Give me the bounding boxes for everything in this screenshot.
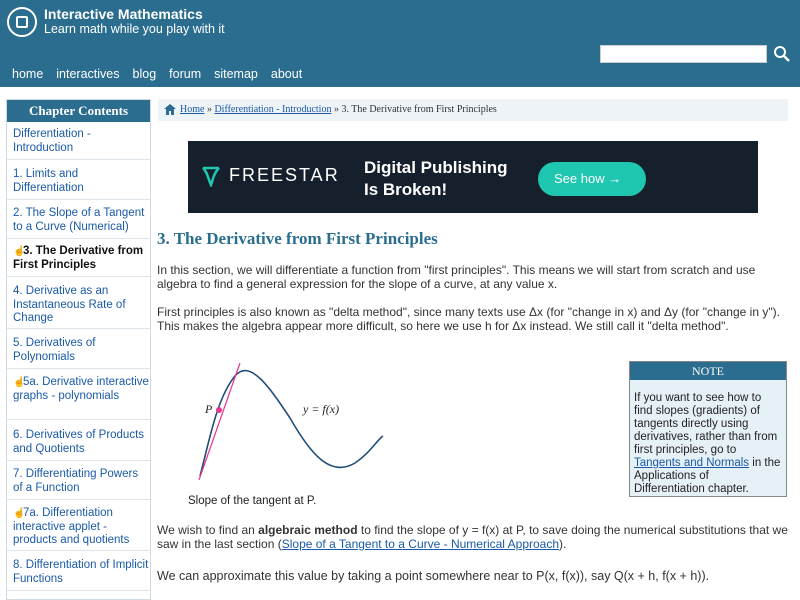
ad-brand-logo: FREESTAR bbox=[200, 165, 340, 187]
sidebar-item-slope-tangent[interactable]: 2. The Slope of a Tangent to a Curve (Numerical) bbox=[7, 207, 150, 239]
hand-pointer-icon: ☝ bbox=[13, 377, 26, 388]
sidebar-title: Chapter Contents bbox=[7, 100, 150, 122]
site-title[interactable]: Interactive Mathematics bbox=[44, 6, 203, 22]
hand-pointer-icon: ☝ bbox=[13, 246, 26, 257]
graph-point-label: P bbox=[205, 402, 213, 416]
algebraic-method-paragraph: We wish to find an algebraic method to find the slope of y = f(x) at P, to save doing the numerical substitutions that we saw in the last section (Slope of a Tangent to a Curve - Numerical Approach). bbox=[157, 523, 788, 551]
breadcrumb-parent-link[interactable]: Differentiation - Introduction bbox=[214, 104, 332, 115]
sidebar-item-interactive-graphs[interactable]: ☝5a. Derivative interactive graphs - polynomials bbox=[7, 376, 150, 420]
search-input[interactable] bbox=[600, 45, 767, 63]
sidebar-item-powers[interactable]: 7. Differentiating Powers of a Function bbox=[7, 468, 150, 500]
intro-paragraph: In this section, we will differentiate a function from "first principles". This means we will start from scratch and use algebra to find a general expression for the slope of a curve, at any value x. bbox=[157, 263, 756, 291]
sidebar-item-first-principles[interactable]: ☝3. The Derivative from First Principles bbox=[7, 245, 150, 277]
sidebar-item-implicit[interactable]: 8. Differentiation of Implicit Functions bbox=[7, 559, 150, 591]
nav-about[interactable]: about bbox=[270, 67, 303, 81]
sidebar-item-polynomials[interactable]: 5. Derivatives of Polynomials bbox=[7, 337, 150, 369]
page-title: 3. The Derivative from First Principles bbox=[157, 229, 438, 248]
sidebar-item-introduction[interactable]: Differentiation - Introduction bbox=[7, 128, 150, 160]
nav-forum[interactable]: forum bbox=[169, 67, 202, 81]
delta-method-paragraph: First principles is also known as "delta method", since many texts use Δx (for "change in x) and Δy (for "change in y"). This makes the algebra appear more difficult, so here we use h for Δx instead. We still call it "delta method". bbox=[157, 305, 780, 333]
main-nav bbox=[12, 67, 315, 81]
breadcrumb bbox=[158, 99, 788, 121]
graph-function-label: y = f(x) bbox=[303, 402, 340, 416]
nav-sitemap[interactable]: sitemap bbox=[214, 67, 258, 81]
sidebar-item-interactive-applet[interactable]: ☝7a. Differentiation interactive applet - products and quotients bbox=[7, 507, 150, 551]
note-box bbox=[629, 361, 787, 497]
site-logo-icon[interactable] bbox=[7, 7, 37, 37]
nav-interactives[interactable]: interactives bbox=[56, 67, 120, 81]
note-body: If you want to see how to find slopes (gradients) of tangents directly using derivatives, rather than from first principles, go to Tangents and Normals in the Applications of Differentiation chapter. bbox=[634, 392, 781, 495]
tangents-normals-link[interactable]: Tangents and Normals bbox=[634, 457, 750, 469]
breadcrumb-separator: » bbox=[333, 104, 339, 115]
nav-home[interactable]: home bbox=[12, 67, 44, 81]
site-tagline: Learn math while you play with it bbox=[44, 22, 225, 36]
chapter-contents-sidebar bbox=[6, 99, 151, 600]
search-icon[interactable] bbox=[771, 44, 793, 64]
ad-headline: Digital Publishing Is Broken! bbox=[364, 158, 508, 199]
graph-caption: Slope of the tangent at P. bbox=[188, 495, 317, 507]
home-icon[interactable] bbox=[164, 104, 176, 115]
freestar-icon bbox=[200, 165, 222, 187]
numerical-approach-link[interactable]: Slope of a Tangent to a Curve - Numerical Approach bbox=[281, 537, 560, 551]
breadcrumb-separator: » bbox=[206, 104, 212, 115]
ad-see-how-button[interactable]: See how → bbox=[538, 162, 646, 196]
note-title: NOTE bbox=[630, 362, 786, 380]
breadcrumb-home-link[interactable]: Home bbox=[180, 104, 205, 115]
sidebar-item-rate-of-change[interactable]: 4. Derivative as an Instantaneous Rate of Change bbox=[7, 285, 150, 329]
tangent-graph bbox=[195, 358, 395, 483]
approximation-paragraph: We can approximate this value by taking a point somewhere near to P(x, f(x)), say Q(x + h, f(x + h)). bbox=[157, 569, 710, 583]
hand-pointer-icon: ☝ bbox=[13, 508, 26, 519]
breadcrumb-current: 3. The Derivative from First Principles bbox=[341, 104, 497, 115]
sidebar-item-limits[interactable]: 1. Limits and Differentiation bbox=[7, 168, 150, 200]
nav-blog[interactable]: blog bbox=[132, 67, 157, 81]
advertisement-banner[interactable] bbox=[188, 141, 758, 213]
sidebar-item-products-quotients[interactable]: 6. Derivatives of Products and Quotients bbox=[7, 429, 150, 461]
site-header bbox=[0, 0, 800, 87]
